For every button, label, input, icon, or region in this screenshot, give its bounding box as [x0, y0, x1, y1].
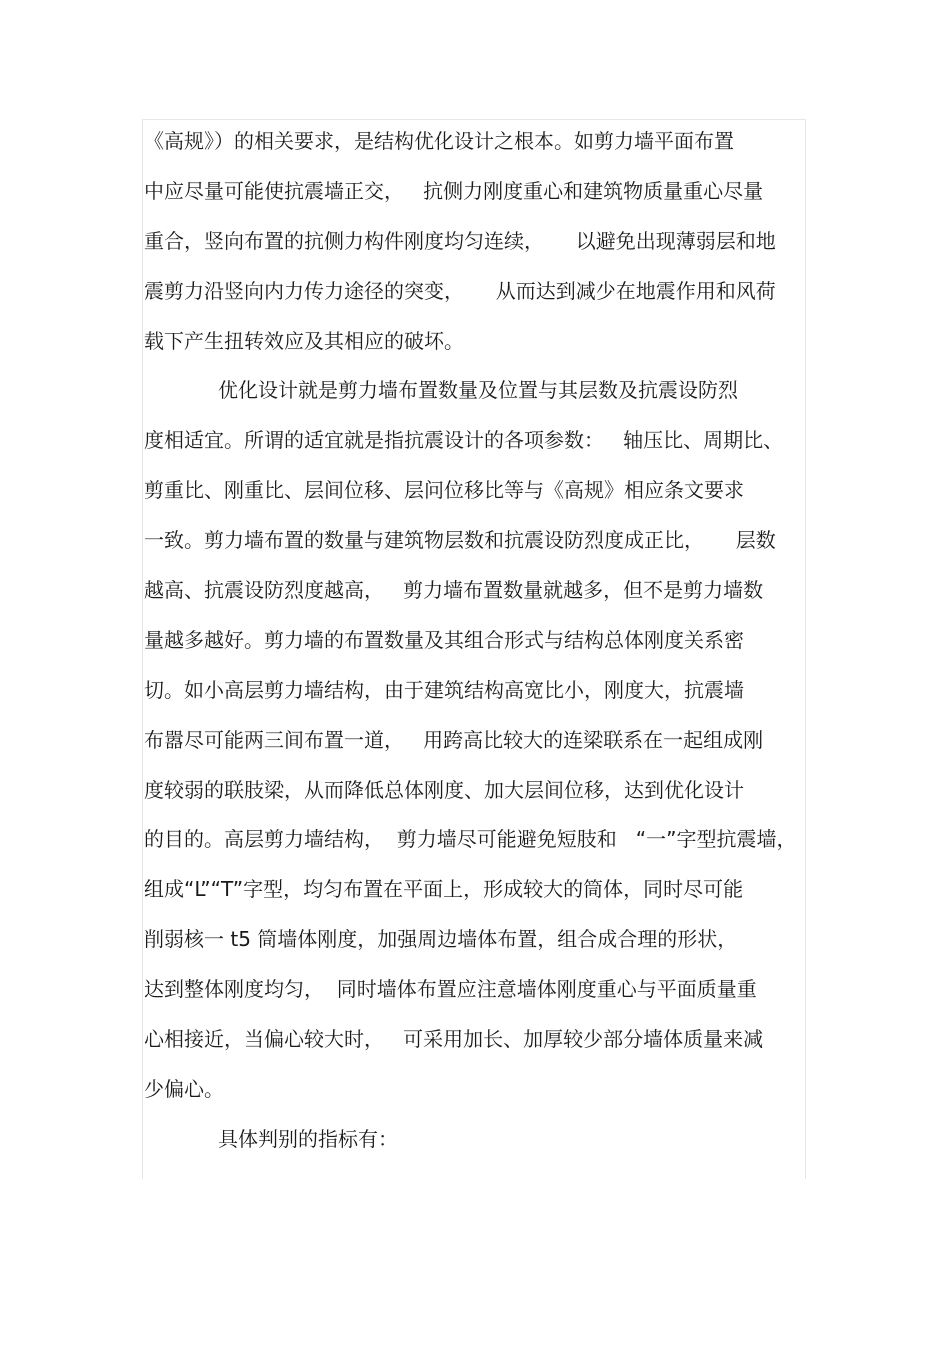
text-line: 削弱核一 t5 筒墙体刚度，加强周边墙体布置，组合成合理的形状， — [144, 927, 738, 952]
text-line: 心相接近，当偏心较大时， 可采用加长、加厚较少部分墙体质量来减 — [144, 1027, 764, 1052]
text-line: 度较弱的联肢梁，从而降低总体刚度、加大层间位移，达到优化设计 — [144, 777, 744, 802]
text-line: 的目的。高层剪力墙结构， 剪力墙尽可能避免短肢和 “一”字型抗震墙， — [144, 827, 797, 852]
text-line: 切。如小高层剪力墙结构，由于建筑结构高宽比小，刚度大，抗震墙 — [144, 677, 744, 702]
text-line: 载下产生扭转效应及其相应的破坏。 — [144, 328, 464, 353]
text-line: 越高、抗震设防烈度越高， 剪力墙布置数量就越多，但不是剪力墙数 — [144, 578, 764, 603]
text-line: 组成“L”“T”字型，均匀布置在平面上，形成较大的筒体，同时尽可能 — [144, 877, 744, 902]
text-line: 一致。剪力墙布置的数量与建筑物层数和抗震设防烈度成正比， 层数 — [144, 528, 776, 553]
text-line: 度相适宜。所谓的适宜就是指抗震设计的各项参数： 轴压比、周期比、 — [144, 428, 784, 453]
paragraph-start-line: 优化设计就是剪力墙布置数量及位置与其层数及抗震设防烈 — [218, 378, 738, 403]
paragraph-start-line: 具体判别的指标有： — [218, 1126, 398, 1151]
text-line: 量越多越好。剪力墙的布置数量及其组合形式与结构总体刚度关系密 — [144, 627, 744, 652]
text-line: 震剪力沿竖向内力传力途径的突变， 从而达到减少在地震作用和风荷 — [144, 278, 776, 303]
text-line: 少偏心。 — [144, 1076, 224, 1101]
text-line: 达到整体刚度均匀， 同时墙体布置应注意墙体刚度重心与平面质量重 — [144, 977, 757, 1002]
text-line: 中应尽量可能使抗震墙正交， 抗侧力刚度重心和建筑物质量重心尽量 — [144, 178, 764, 203]
document-body — [144, 117, 810, 1165]
text-line: 《高规》）的相关要求，是结构优化设计之根本。如剪力墙平面布置 — [144, 129, 734, 153]
text-line: 重合，竖向布置的抗侧力构件刚度均匀连续， 以避免出现薄弱层和地 — [144, 228, 776, 253]
text-line: 剪重比、刚重比、层间位移、层问位移比等与《高规》相应条文要求 — [144, 478, 744, 503]
text-line: 布嚣尽可能两三间布置一道， 用跨高比较大的连梁联系在一起组成刚 — [144, 727, 764, 752]
